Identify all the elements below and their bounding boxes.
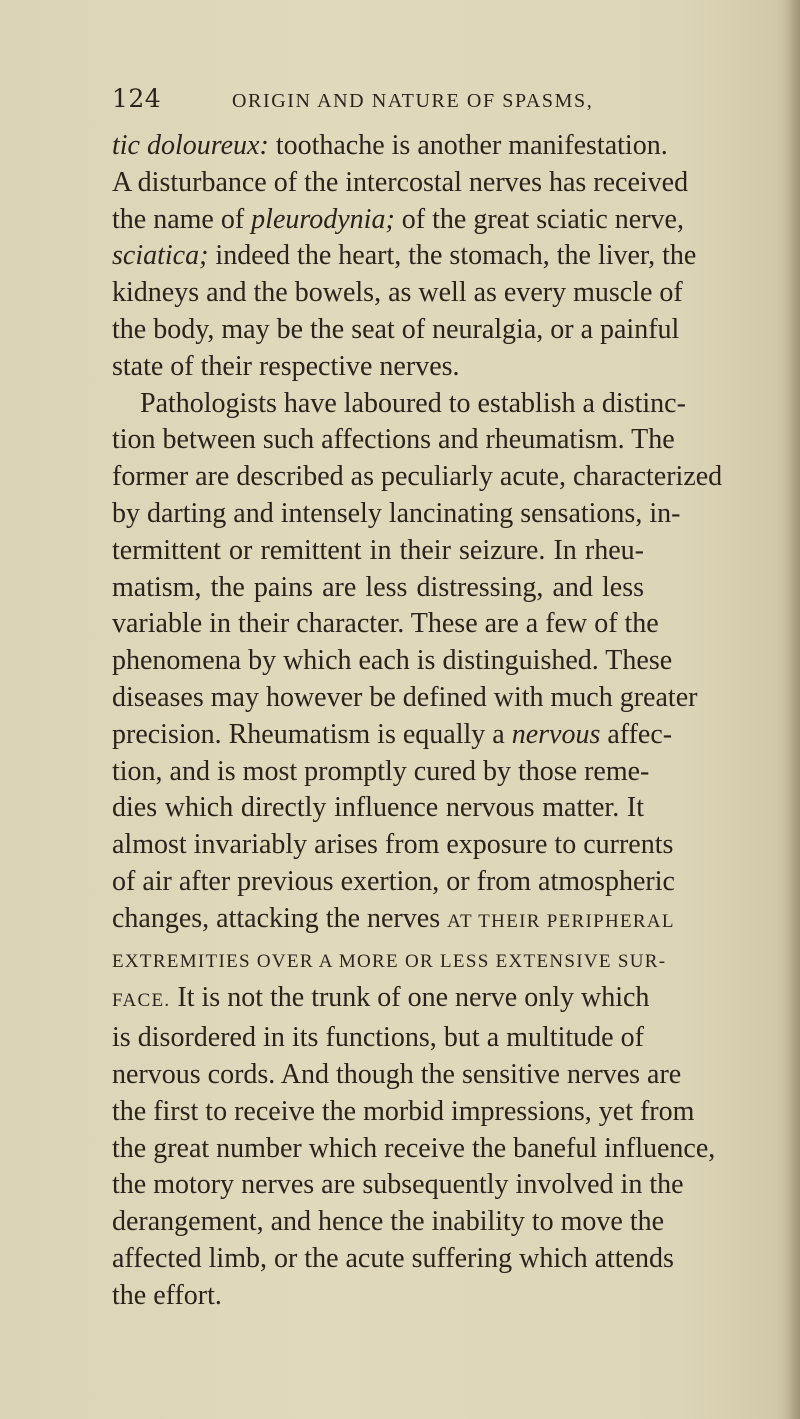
text-segment: Pathologists have laboured to establish a distinc- xyxy=(140,387,686,419)
small-caps-text: FACE. xyxy=(112,990,171,1012)
page-header xyxy=(112,84,652,124)
text-segment: matism, the pains are less distressing, and less xyxy=(112,571,644,603)
running-head: ORIGIN AND NATURE OF SPASMS, xyxy=(232,90,594,112)
text-line xyxy=(112,941,667,981)
text-line xyxy=(112,165,689,202)
text-segment: by darting and intensely lancinating sensations, in- xyxy=(112,497,681,529)
text-segment: state of their respective nerves. xyxy=(112,350,460,382)
text-line xyxy=(112,533,644,570)
text-segment: phenomena by which each is distinguished. These xyxy=(112,645,673,677)
italic-text: pleurodynia; xyxy=(251,203,395,235)
small-caps-text: AT THEIR PERIPHERAL xyxy=(447,910,675,932)
text-segment: tion between such affections and rheumatism. The xyxy=(112,424,675,456)
text-line xyxy=(112,459,723,496)
text-line xyxy=(112,1204,665,1241)
small-caps-text: EXTREMITIES OVER A MORE OR LESS EXTENSIVE SUR- xyxy=(112,950,667,972)
text-line xyxy=(112,1241,674,1278)
text-line xyxy=(112,827,674,864)
italic-text: tic doloureux: xyxy=(112,130,269,161)
text-line xyxy=(112,422,675,459)
text-line xyxy=(112,312,680,349)
italic-text: nervous xyxy=(511,718,601,750)
text-segment: the effort. xyxy=(112,1279,222,1311)
text-line xyxy=(112,238,697,275)
text-segment: almost invariably arises from exposure to currents xyxy=(112,829,674,861)
page-number: 124 xyxy=(112,84,162,113)
text-segment: dies which directly influence nervous matter. It xyxy=(112,792,644,824)
text-line xyxy=(112,1278,644,1315)
text-line xyxy=(112,275,683,312)
text-line xyxy=(112,1094,695,1131)
text-segment: kidneys and the bowels, as well as every muscle of xyxy=(112,277,683,309)
text-segment: the body, may be the seat of neuralgia, or a painful xyxy=(112,313,680,345)
text-segment: derangement, and hence the inability to move the xyxy=(112,1206,665,1238)
page-edge-shadow xyxy=(786,0,800,1419)
text-segment: the motory nerves are subsequently involved in the xyxy=(112,1169,684,1201)
text-segment: affec- xyxy=(600,718,673,750)
text-segment: nervous cords. And though the sensitive nerves are xyxy=(112,1058,682,1090)
text-line xyxy=(112,349,644,386)
text-segment: tion, and is most promptly cured by those reme- xyxy=(112,755,650,787)
text-line xyxy=(112,790,644,827)
text-segment: the first to receive the morbid impressions, yet from xyxy=(112,1095,695,1127)
text-segment: the name of xyxy=(112,203,252,235)
text-segment: termittent or remittent in their seizure. In rheu- xyxy=(112,534,644,566)
text-line xyxy=(112,496,681,533)
text-segment: variable in their character. These are a few of the xyxy=(112,608,659,640)
text-line xyxy=(112,680,698,717)
text-segment: It is not the trunk of one nerve only which xyxy=(170,982,650,1014)
text-line xyxy=(112,717,673,754)
text-segment: diseases may however be defined with much greater xyxy=(112,681,698,713)
text-segment: A disturbance of the intercostal nerves has received xyxy=(112,166,689,198)
body-text xyxy=(112,128,723,1315)
text-segment: former are described as peculiarly acute, characterized xyxy=(112,461,723,493)
text-segment: indeed the heart, the stomach, the liver, the xyxy=(208,240,697,272)
text-line xyxy=(112,128,668,165)
text-segment: affected limb, or the acute suffering which attends xyxy=(112,1242,674,1274)
text-line xyxy=(112,606,659,643)
text-segment: of air after previous exertion, or from atmospheric xyxy=(112,865,675,897)
text-line xyxy=(112,202,684,239)
text-line xyxy=(112,864,675,901)
text-line xyxy=(112,643,673,680)
text-line xyxy=(112,980,650,1020)
text-line xyxy=(112,386,686,423)
italic-text: sciatica; xyxy=(112,240,209,272)
text-segment: the great number which receive the baneful influence, xyxy=(112,1132,716,1164)
text-segment: precision. Rheumatism is equally a xyxy=(112,718,512,750)
text-line xyxy=(112,1057,682,1094)
text-line xyxy=(112,1131,716,1168)
text-line xyxy=(112,1167,684,1204)
text-line xyxy=(112,570,644,607)
text-segment: of the great sciatic nerve, xyxy=(394,203,684,235)
text-line xyxy=(112,1020,644,1057)
text-line xyxy=(112,754,650,791)
text-segment: is disordered in its functions, but a multitude of xyxy=(112,1022,644,1054)
text-line xyxy=(112,901,675,941)
text-segment: toothache is another manifestation. xyxy=(268,130,668,161)
text-segment: changes, attacking the nerves xyxy=(112,902,448,934)
